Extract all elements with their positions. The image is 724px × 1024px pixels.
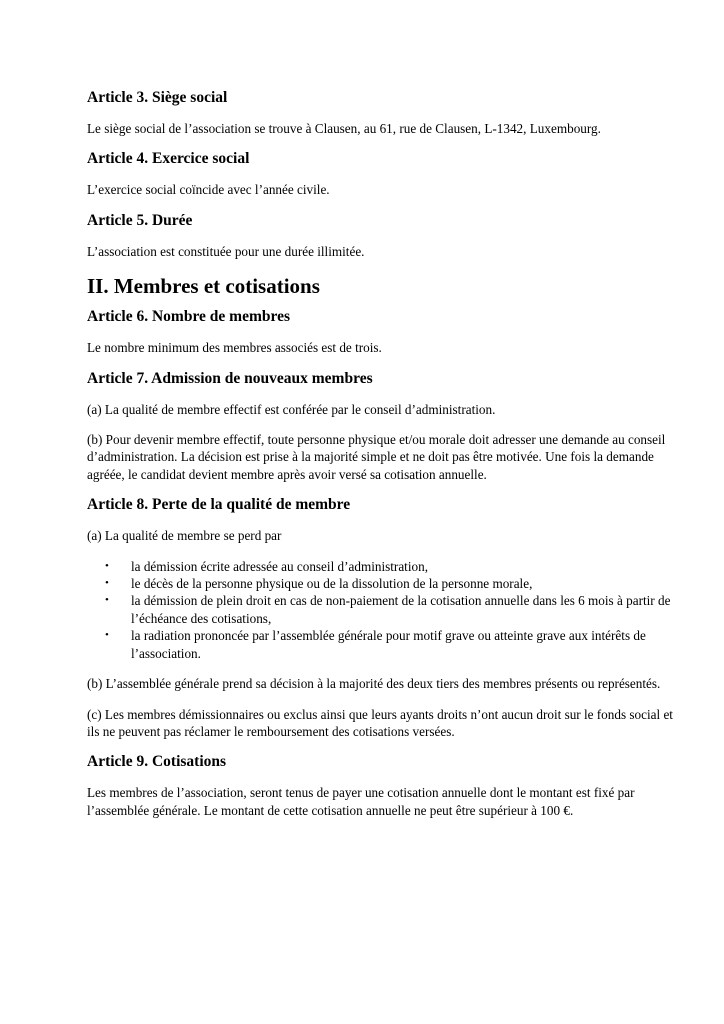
list-item: • la démission de plein droit en cas de non-paiement de la cotisation annuelle dans les 6 mois à partir de l’échéance des cotisations,: [131, 592, 677, 627]
list-item: • la démission écrite adressée au conseil d’administration,: [131, 558, 677, 575]
article-7-para-b: (b) Pour devenir membre effectif, toute personne physique et/ou morale doit adresser une demande au conseil d’administration. La décision est prise à la majorité simple et ne doit pas être motivée. Une fois la demande agréée, le candidat devient membre après avoir versé sa cotisation annuelle.: [87, 432, 666, 482]
article-9-text: Les membres de l’association, seront tenus de payer une cotisation annuelle dont le montant est fixé par l’assemblée générale. Le montant de cette cotisation annuelle ne peut être supérieur à 100 €.: [87, 785, 635, 818]
article-5-text: L’association est constituée pour une durée illimitée.: [87, 243, 365, 259]
article-8-para-a: (a) La qualité de membre se perd par: [87, 528, 282, 544]
article-8-heading: Article 8. Perte de la qualité de membre: [87, 496, 351, 514]
article-3-text: Le siège social de l’association se trouve à Clausen, au 61, rue de Clausen, L-1342, Luxembourg.: [87, 121, 601, 136]
article-4-heading: Article 4. Exercice social: [87, 150, 250, 168]
article-9-heading: Article 9. Cotisations: [87, 753, 227, 771]
list-item: • la radiation prononcée par l’assemblée générale pour motif grave ou atteinte grave aux intérêts de l’association.: [131, 627, 677, 662]
article-5-heading: Article 5. Durée: [87, 211, 193, 229]
article-3-heading: Article 3. Siège social: [87, 89, 228, 106]
article-8-list: [87, 558, 677, 662]
document-page: [87, 88, 677, 819]
article-6-text: Le nombre minimum des membres associés est de trois.: [87, 340, 382, 356]
article-8-para-c: (c) Les membres démissionnaires ou exclus ainsi que leurs ayants droits n’ont aucun droit sur le fonds social et ils ne peuvent pas réclamer le remboursement des cotisations versées.: [87, 706, 673, 739]
article-4-text: L’exercice social coïncide avec l’année civile.: [87, 182, 330, 198]
list-item: • le décès de la personne physique ou de la dissolution de la personne morale,: [131, 575, 677, 592]
article-6-heading: Article 6. Nombre de membres: [87, 308, 291, 326]
section-2-heading: II. Membres et cotisations: [87, 274, 320, 299]
article-7-para-a: (a) La qualité de membre effectif est conférée par le conseil d’administration.: [87, 401, 496, 417]
article-8-para-b: (b) L’assemblée générale prend sa décision à la majorité des deux tiers des membres présents ou représentés.: [87, 676, 661, 692]
article-7-heading: Article 7. Admission de nouveaux membres: [87, 369, 373, 387]
